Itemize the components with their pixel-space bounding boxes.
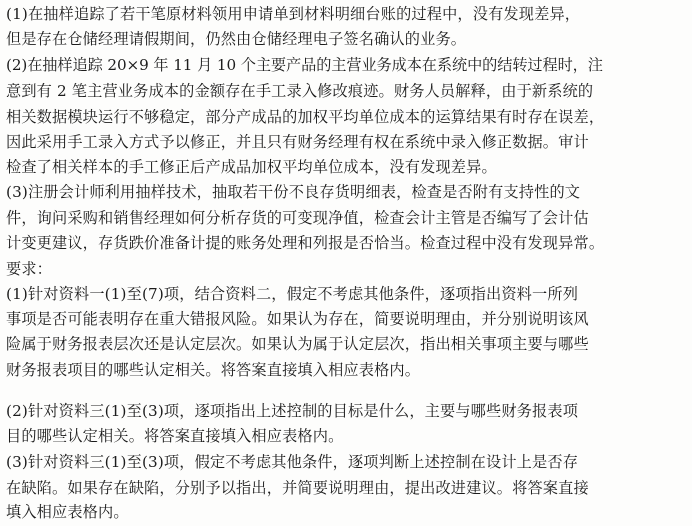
text-line: 意到有 2 笔主营业务成本的金额存在手工录入修改痕迹。财务人员解释，由于新系统的: [6, 82, 594, 100]
text-line: (3)注册会计师利用抽样技术，抽取若干份不良存货明细表，检查是否附有支持性的文: [6, 183, 581, 201]
text-line: (3)针对资料三(1)至(3)项，假定不考虑其他条件，逐项判断上述控制在设计上是否存: [6, 453, 579, 471]
text-line: (1)在抽样追踪了若干笔原材料领用申请单到材料明细台账的过程中，没有发现差异，: [6, 5, 581, 23]
text-line: (1)针对资料一(1)至(7)项，结合资料二，假定不考虑其他条件，逐项指出资料一所列: [6, 285, 579, 303]
text-line: 事项是否可能表明存在重大错报风险。如果认为存在，简要说明理由，并分别说明该风: [6, 310, 589, 328]
text-line: 计变更建议，存货跌价准备计提的账务处理和列报是否恰当。检查过程中没有发现异常。: [6, 234, 605, 252]
text-line: 因此采用手工录入方式予以修正，并且只有财务经理有权在系统中录入修正数据。审计: [6, 133, 589, 151]
text-line: (2)在抽样追踪 20×9 年 11 月 10 个主要产品的主营业务成本在系统中的结转过程时，注: [6, 56, 603, 74]
text-line: (2)针对资料三(1)至(3)项，逐项指出上述控制的目标是什么，主要与哪些财务报表项: [6, 402, 579, 420]
text-line: 但是存在仓储经理请假期间，仍然由仓储经理电子签名确认的业务。: [6, 30, 467, 48]
section-heading: 要求：: [6, 260, 53, 278]
text-line: 件，询问采购和销售经理如何分析存货的可变现净值，检查会计主管是否编写了会计估: [6, 209, 589, 227]
text-line: 检查了相关样本的手工修正后产成品加权平均单位成本，没有发现差异。: [6, 158, 497, 176]
text-line: 目的哪些认定相关。将答案直接填入相应表格内。: [6, 427, 344, 445]
text-line: 相关数据模块运行不够稳定，部分产成品的加权平均单位成本的运算结果有时存在误差，: [6, 108, 605, 126]
text-line: 在缺陷。如果存在缺陷，分别予以指出，并简要说明理由，提出改进建议。将答案直接: [6, 479, 589, 497]
text-line: 险属于财务报表层次还是认定层次。如果认为属于认定层次，指出相关事项主要与哪些: [6, 335, 589, 353]
text-line: 填入相应表格内。: [6, 503, 129, 521]
text-line: 财务报表项目的哪些认定相关。将答案直接填入相应表格内。: [6, 361, 421, 379]
